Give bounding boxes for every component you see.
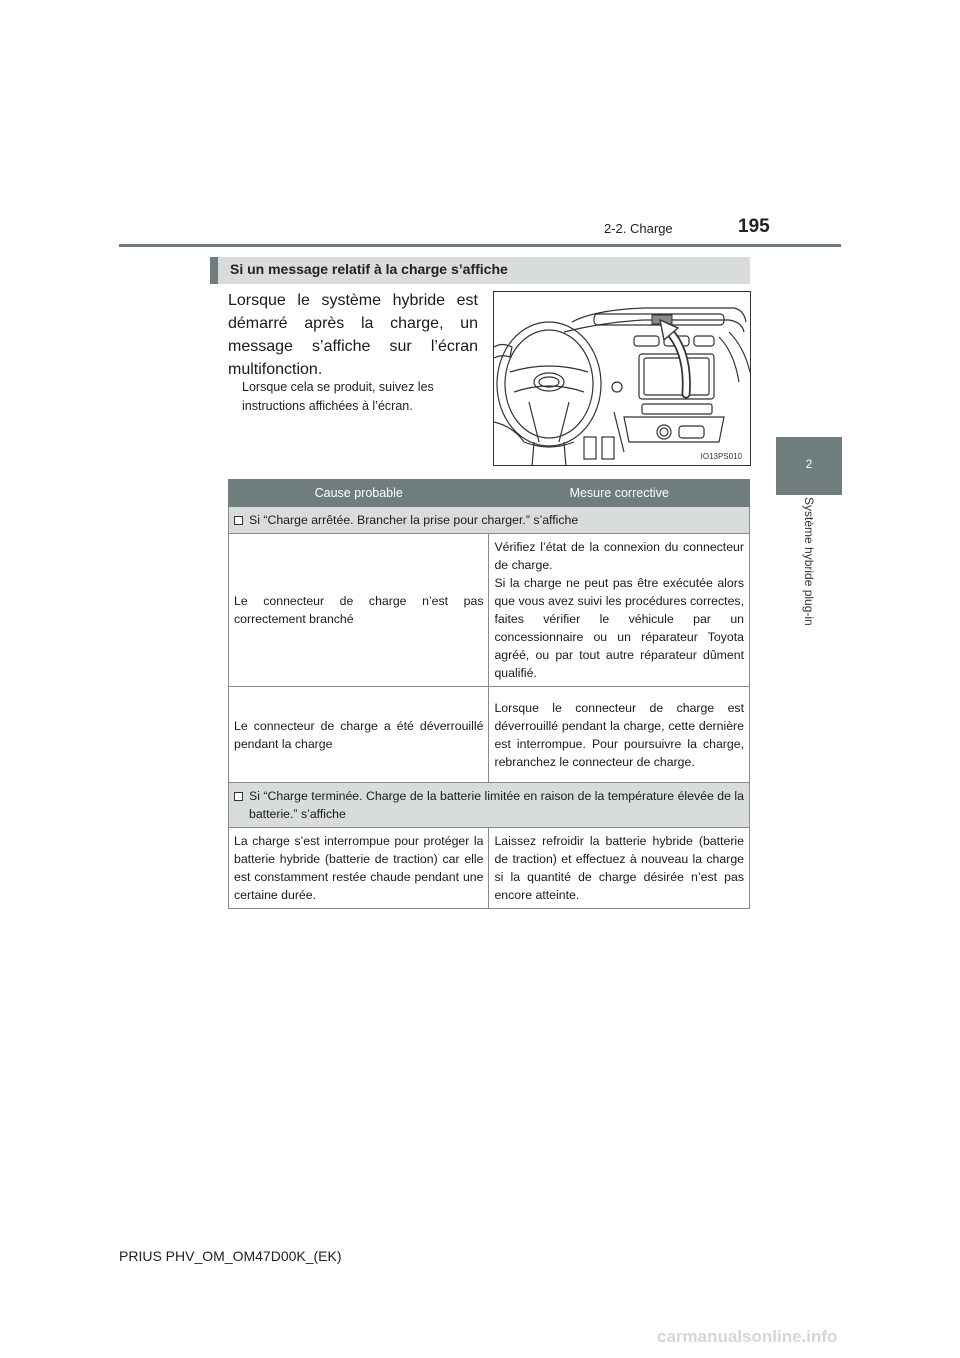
condition-row bbox=[229, 783, 750, 828]
chapter-tab[interactable] bbox=[776, 437, 842, 495]
cause-cell: La charge s’est interrompue pour protéger la batterie hybride (batterie de traction) car elle est constamment restée chaude pendant une certaine durée. bbox=[229, 828, 489, 909]
chapter-number: 2 bbox=[805, 457, 813, 471]
dashboard-illustration bbox=[493, 291, 751, 466]
header-rule bbox=[119, 244, 841, 247]
cause-cell: Le connecteur de charge a été déverrouillé pendant la charge bbox=[229, 687, 489, 783]
troubleshooting-table bbox=[228, 479, 750, 909]
checkbox-icon bbox=[234, 792, 243, 801]
dashboard-drawing bbox=[494, 292, 751, 466]
header-cause: Cause probable bbox=[229, 480, 489, 507]
table-row bbox=[229, 828, 750, 909]
condition-text: Si “Charge terminée. Charge de la batterie limitée en raison de la température élevée de la batterie.” s’affiche bbox=[249, 789, 744, 821]
cause-cell: Le connecteur de charge n’est pas correctement branché bbox=[229, 534, 489, 687]
checkbox-icon bbox=[234, 516, 243, 525]
condition-text: Si “Charge arrêtée. Brancher la prise pour charger.” s’affiche bbox=[249, 513, 579, 527]
chapter-label: Système hybride plug-in bbox=[802, 497, 816, 626]
remedy-cell: Lorsque le connecteur de charge est déverrouillé pendant la charge, cette dernière est interrompue. Pour poursuivre la charge, rebranchez le connecteur de charge. bbox=[489, 687, 750, 783]
header-section: 2-2. Charge bbox=[604, 221, 673, 236]
table-header-row bbox=[229, 480, 750, 507]
condition-cell bbox=[229, 783, 750, 828]
remedy-cell: Laissez refroidir la batterie hybride (batterie de traction) et effectuez à nouveau la charge si la quantité de charge désirée n’est pas encore atteinte. bbox=[489, 828, 750, 909]
table-row bbox=[229, 687, 750, 783]
page-number: 195 bbox=[738, 216, 770, 237]
section-heading bbox=[210, 257, 750, 284]
header-remedy: Mesure corrective bbox=[489, 480, 750, 507]
remedy-cell: Vérifiez l’état de la connexion du connecteur de charge. Si la charge ne peut pas être exécutée alors que vous avez suivi les procédures correctes, faites vérifier le véhicule par un concessionnaire ou un réparateur Toyota agréé, ou par tout autre réparateur dûment qualifié. bbox=[489, 534, 750, 687]
watermark: carmanualsonline.info bbox=[657, 1327, 838, 1346]
note-paragraph: Lorsque cela se produit, suivez les instructions affichées à l’écran. bbox=[242, 380, 434, 413]
section-heading-text: Si un message relatif à la charge s’affiche bbox=[230, 261, 508, 277]
footer-doc-code: PRIUS PHV_OM_OM47D00K_(EK) bbox=[119, 1248, 342, 1264]
table-row bbox=[229, 534, 750, 687]
condition-row bbox=[229, 507, 750, 534]
figure-label: IO13PS010 bbox=[700, 452, 742, 461]
chapter-label-wrap bbox=[776, 497, 842, 697]
intro-paragraph: Lorsque le système hybride est démarré après la charge, un message s’affiche sur l’écran multifonction. bbox=[228, 292, 478, 378]
condition-cell bbox=[229, 507, 750, 534]
